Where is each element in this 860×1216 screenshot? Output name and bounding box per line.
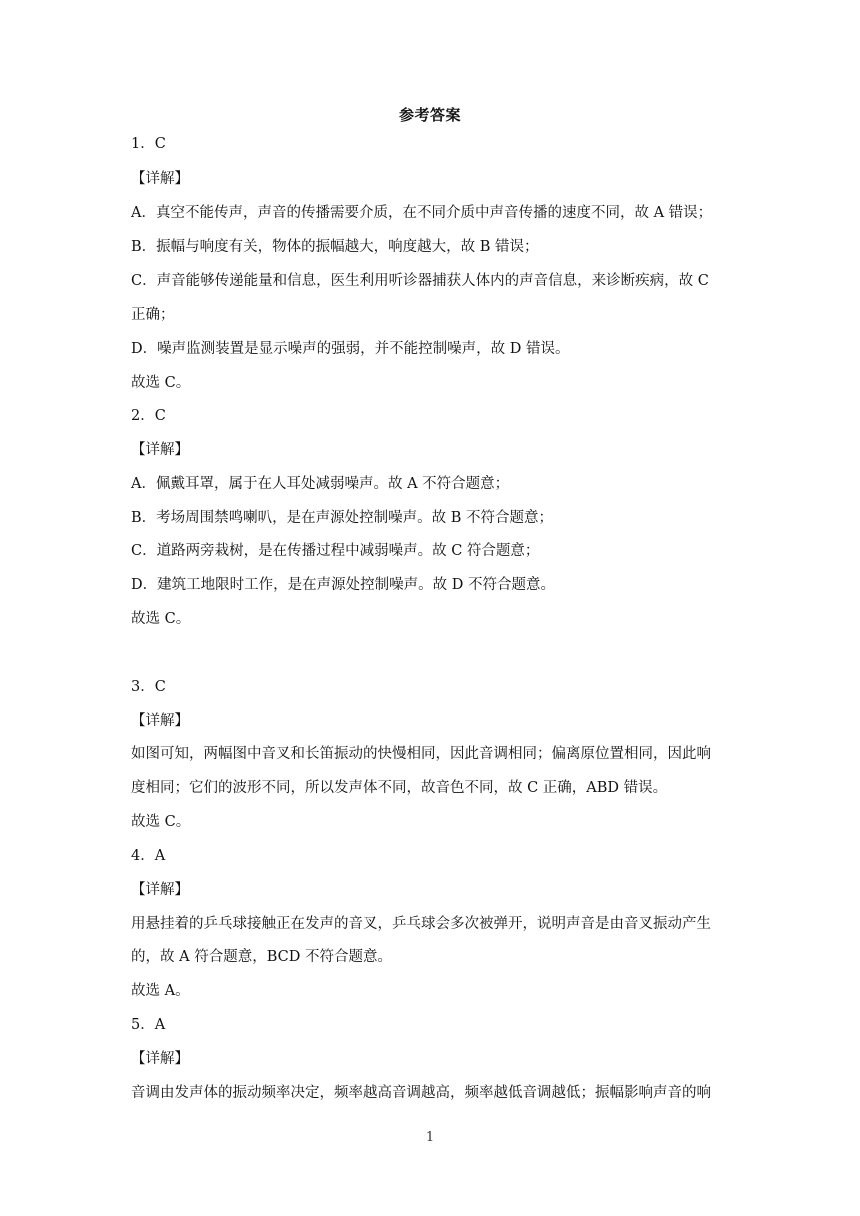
text-line: C．声音能够传递能量和信息，医生利用听诊器捕获人体内的声音信息，来诊断疾病，故 C [131, 273, 709, 289]
detail-heading: 【详解】 [131, 882, 189, 898]
text-line: 正确； [131, 307, 175, 323]
page-title: 参考答案 [398, 106, 461, 124]
answer-number-3: 3．C [131, 679, 166, 695]
answer-number-1: 1．C [131, 136, 166, 152]
conclusion-line: 故选 C。 [131, 611, 191, 627]
text-line: D．噪声监测装置是显示噪声的强弱，并不能控制噪声，故 D 错误。 [131, 341, 570, 357]
detail-heading: 【详解】 [131, 1051, 189, 1067]
text-line: B．考场周围禁鸣喇叭，是在声源处控制噪声。故 B 不符合题意； [131, 510, 554, 526]
detail-heading: 【详解】 [131, 713, 189, 729]
conclusion-line: 故选 C。 [131, 814, 191, 830]
text-line: 的，故 A 符合题意，BCD 不符合题意。 [131, 949, 392, 965]
text-line: 如图可知，两幅图中音叉和长笛振动的快慢相同，因此音调相同；偏离原位置相同，因此响 [131, 746, 711, 762]
page-number: 1 [425, 1130, 435, 1145]
text-line: B．振幅与响度有关，物体的振幅越大，响度越大，故 B 错误； [131, 239, 539, 255]
answer-number-4: 4．A [131, 848, 166, 864]
text-line: A．真空不能传声，声音的传播需要介质，在不同介质中声音传播的速度不同，故 A 错误； [131, 205, 713, 221]
detail-heading: 【详解】 [131, 442, 189, 458]
conclusion-line: 故选 A。 [131, 983, 190, 999]
conclusion-line: 故选 C。 [131, 375, 191, 391]
text-line: 音调由发声体的振动频率决定，频率越高音调越高，频率越低音调越低；振幅影响声音的响 [131, 1085, 711, 1101]
text-line: 用悬挂着的乒乓球接触正在发声的音叉，乒乓球会多次被弹开，说明声音是由音叉振动产生 [131, 916, 711, 932]
text-line: 度相同；它们的波形不同，所以发声体不同，故音色不同，故 C 正确，ABD 错误。 [131, 780, 668, 796]
answer-number-5: 5．A [131, 1017, 166, 1033]
text-line: A．佩戴耳罩，属于在人耳处减弱噪声。故 A 不符合题意； [131, 476, 510, 492]
answer-number-2: 2．C [131, 408, 166, 424]
detail-heading: 【详解】 [131, 171, 189, 187]
text-line: D．建筑工地限时工作，是在声源处控制噪声。故 D 不符合题意。 [131, 577, 555, 593]
text-line: C．道路两旁栽树，是在传播过程中减弱噪声。故 C 符合题意； [131, 543, 540, 559]
